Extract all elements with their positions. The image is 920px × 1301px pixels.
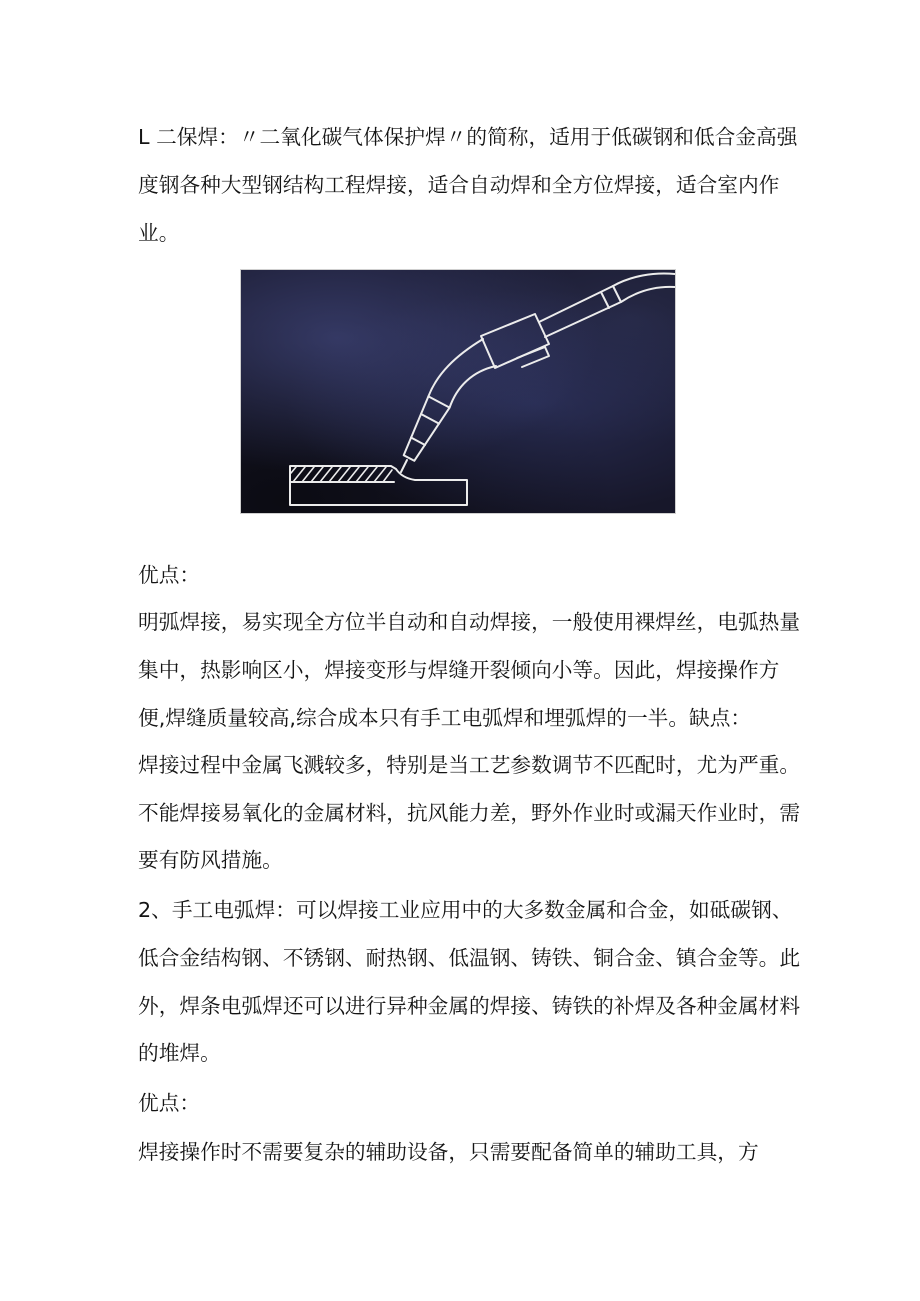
advantages-heading: 优点： (138, 1091, 201, 1115)
nozzle-ring (421, 414, 439, 424)
co2-paragraph-line: 要有防风措施。 (138, 848, 283, 872)
torch-nozzle (404, 396, 450, 460)
weld-bead-hatching (291, 467, 392, 482)
advantages-heading: 优点： (138, 563, 201, 587)
intro-line: 度钢各种大型钢结构工程焊接，适合自动焊和全方位焊接，适合室内作 (138, 173, 780, 197)
co2-paragraph-line: 不能焊接易氧化的金属材料，抗风能力差，野外作业时或漏天作业时，需 (138, 801, 801, 825)
gooseneck-inner (450, 366, 496, 408)
workpiece-plate (290, 466, 467, 505)
cable-outer (613, 274, 675, 287)
intro-line: L 二保焊：〃二氧化碳气体保护焊〃的简称，适用于低碳钢和低合金高强 (138, 125, 798, 149)
co2-paragraph-line: 焊接过程中金属飞溅较多，特别是当工艺参数调节不匹配时，尤为严重。 (138, 753, 801, 777)
cable-inner (621, 287, 675, 302)
handle-end-cap (613, 286, 621, 302)
collar-tab (517, 347, 549, 367)
hatch-line (291, 467, 296, 473)
intro-line: 业。 (138, 221, 180, 245)
nozzle-ring (411, 438, 425, 446)
arc-welding-line: 2、手工电弧焊：可以焊接工业应用中的大多数金属和合金，如砥碳钢、 (138, 898, 793, 922)
arc-welding-line: 的堆焊。 (138, 1041, 221, 1065)
co2-paragraph-line: 明弧焊接，易实现全方位半自动和自动焊接，一般使用裸焊丝，电弧热量 (138, 610, 801, 634)
co2-paragraph-line: 集中，热影响区小，焊接变形与焊缝开裂倾向小等。因此，焊接操作方 (138, 658, 780, 682)
gooseneck-outer (428, 339, 483, 396)
arc-advantages-line: 焊接操作时不需要复杂的辅助设备，只需要配备简单的辅助工具，方 (138, 1140, 759, 1164)
welding-torch-figure (241, 270, 675, 513)
welding-wire (401, 460, 407, 472)
handle-top-edge (539, 286, 613, 322)
co2-paragraph-line: 便,焊缝质量较高,综合成本只有手工电弧焊和埋弧焊的一半。缺点： (138, 706, 752, 730)
arc-welding-line: 外，焊条电弧焊还可以进行异种金属的焊接、铸铁的补焊及各种金属材料 (138, 994, 801, 1018)
handle-ring (601, 292, 609, 308)
welding-torch-illustration (241, 270, 675, 513)
arc-welding-line: 低合金结构钢、不锈钢、耐热钢、低温钢、铸铁、铜合金、镇合金等。此 (138, 946, 801, 970)
hatch-line (383, 470, 392, 482)
